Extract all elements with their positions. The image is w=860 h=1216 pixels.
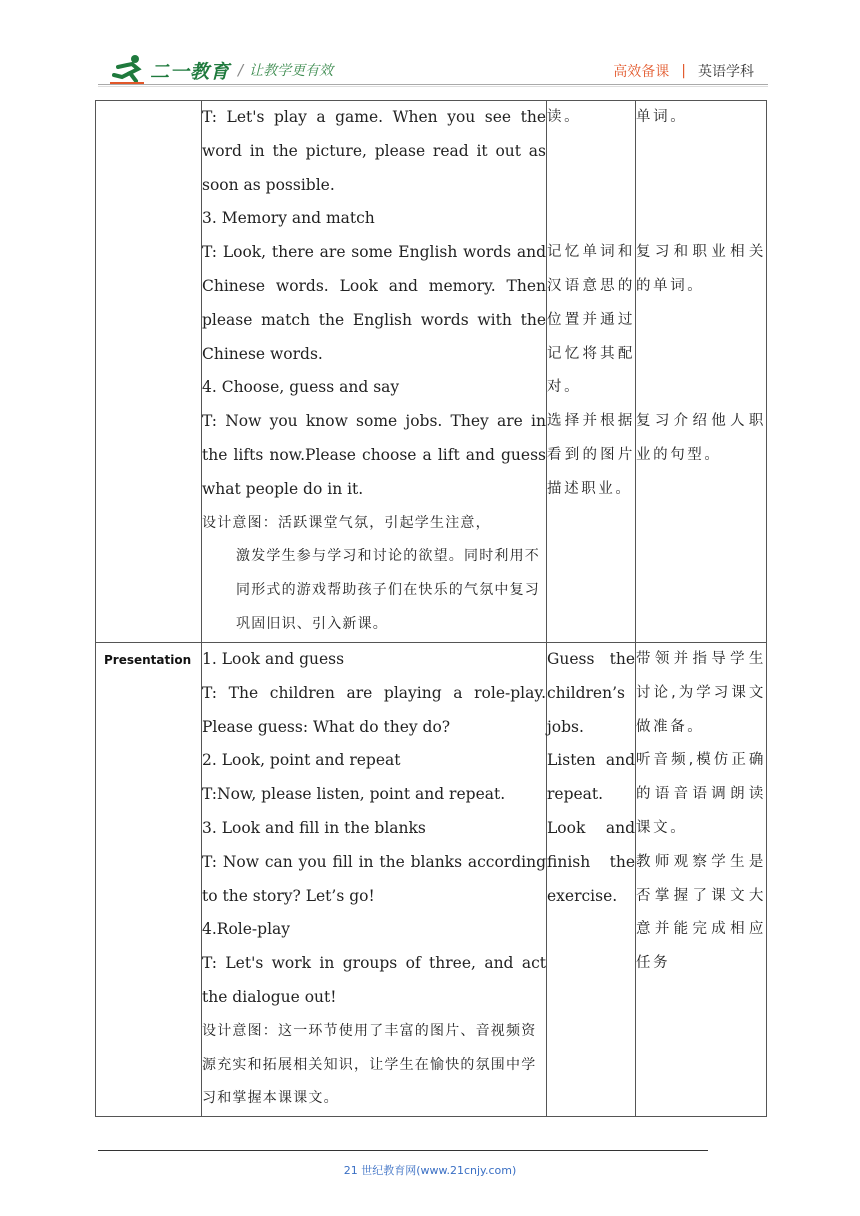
purpose-text: 听音频,模仿正确的语音语调朗读课文。 — [636, 752, 766, 836]
spacer — [636, 169, 766, 203]
step-heading: 3. Memory and match — [202, 209, 375, 228]
student-activity-text: 记忆单词和汉语意思的位置并通过记忆将其配对。 — [547, 244, 635, 396]
instruction-text: T: Let's work in groups of three, and act the dialogue out! — [202, 954, 546, 1006]
step-heading: 2. Look, point and repeat — [202, 751, 401, 770]
instruction-text: T: Let's play a game. When you see the word in the picture, please read it out as soon as possible. — [202, 108, 546, 194]
teacher-activity-cell — [202, 643, 547, 1117]
teacher-activity-cell — [202, 101, 547, 643]
step-heading: 1. Look and guess — [202, 650, 345, 668]
logo-text: 二一教育 — [150, 60, 231, 83]
instruction-text: T: Now you know some jobs. They are in the lifts now.Please choose a lift and guess what people do in it. — [202, 412, 546, 498]
header-divider — [98, 84, 768, 85]
step-heading: 4. Choose, guess and say — [202, 378, 400, 397]
stage-label — [96, 101, 201, 111]
student-activity-cell — [547, 643, 636, 1117]
header-divider-secondary — [98, 86, 768, 87]
step-heading: 4.Role-play — [202, 920, 291, 939]
footer-divider — [98, 1150, 708, 1151]
table-row — [96, 643, 767, 1117]
table-row — [96, 101, 767, 643]
step-heading: 3. Look and fill in the blanks — [202, 818, 426, 837]
spacer — [636, 202, 766, 236]
footer-source: 21 世纪教育网(www.21cnjy.com) — [343, 1164, 517, 1177]
student-activity-text: 读。 — [547, 109, 582, 125]
purpose-text: 单词。 — [636, 109, 688, 125]
design-intent-first-line: 设计意图：活跃课堂气氛，引起学生注意， — [202, 514, 491, 531]
spacer — [547, 202, 635, 236]
design-intent-body: 激发学生参与学习和讨论的欲望。同时利用不同形式的游戏帮助孩子们在快乐的气氛中复习巩固旧识、引入新课。 — [236, 548, 540, 632]
spacer — [636, 371, 766, 405]
stage-cell — [96, 101, 202, 643]
spacer — [636, 304, 766, 338]
logo-slash: / — [238, 61, 244, 79]
header-separator: | — [681, 63, 686, 79]
stage-cell — [96, 643, 202, 1117]
purpose-text: 教师观察学生是否掌握了课文大意并能完成相应任务 — [636, 853, 766, 972]
purpose-text: 复习介绍他人职业的句型。 — [636, 413, 766, 463]
purpose-text: 复习和职业相关的单词。 — [636, 244, 766, 294]
brand-logo — [108, 52, 333, 88]
spacer — [636, 338, 766, 372]
spacer — [547, 169, 635, 203]
spacer — [636, 135, 766, 169]
header-subject — [613, 61, 754, 81]
instruction-text: T: Now can you fill in the blanks according to the story? Let’s go! — [202, 852, 546, 905]
logo-slogan: 让教学更有效 — [249, 63, 334, 79]
lesson-plan-table — [95, 100, 767, 1117]
student-activity-cell — [547, 101, 636, 643]
stage-label: Presentation — [104, 653, 192, 667]
header-label-subject: 英语学科 — [698, 64, 754, 80]
page-header — [0, 0, 860, 100]
runner-logo-icon — [108, 53, 148, 87]
instruction-text: T: Look, there are some English words and Chinese words. Look and memory. Then please match the English words with the Chinese words. — [202, 243, 546, 363]
purpose-cell — [636, 643, 767, 1117]
purpose-text: 带领并指导学生讨论,为学习课文做准备。 — [636, 651, 766, 735]
instruction-text: T:Now, please listen, point and repeat. — [202, 785, 506, 804]
instruction-text: T: The children are playing a role-play. Please guess: What do they do? — [202, 683, 546, 736]
student-activity-text: Listen and repeat. — [547, 751, 635, 804]
design-intent-text: 设计意图：这一环节使用了丰富的图片、音视频资源充实和拓展相关知识，让学生在愉快的氛围中学习和掌握本课课文。 — [202, 1022, 537, 1107]
spacer — [547, 135, 635, 169]
purpose-cell — [636, 101, 767, 643]
header-label-efficient-prep: 高效备课 — [613, 64, 670, 80]
student-activity-text: Look and finish the exercise. — [547, 818, 635, 905]
student-activity-text: Guess the children’s jobs. — [547, 650, 635, 736]
student-activity-text: 选择并根据看到的图片描述职业。 — [547, 413, 635, 497]
